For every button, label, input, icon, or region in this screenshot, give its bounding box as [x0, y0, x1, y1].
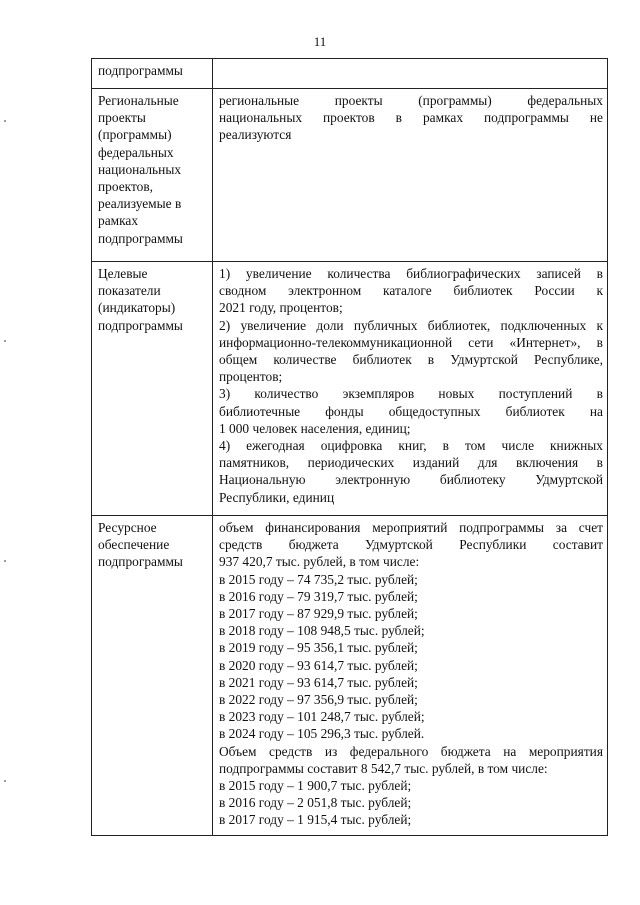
value-line: в 2015 году – 74 735,2 тыс. рублей;: [219, 571, 418, 587]
table-row: [92, 89, 608, 262]
value-line: 1) увеличение количества библиографических записей в: [219, 266, 603, 281]
value-line: памятников, периодических изданий для включения в: [219, 455, 603, 471]
value-line: реализуются: [219, 127, 292, 143]
value-line: 1 000 человек населения, единиц;: [219, 420, 411, 436]
row-label: Целевые показатели (индикаторы) подпрограммы: [92, 262, 213, 516]
value-line: 3) количество экземпляров новых поступлений в: [219, 386, 603, 402]
table-row: [92, 262, 608, 516]
value-line: национальных проектов в рамках подпрограммы не: [219, 110, 603, 126]
value-line: в 2017 году – 87 929,9 тыс. рублей;: [219, 606, 418, 622]
value-line: в 2016 году – 79 319,7 тыс. рублей;: [219, 588, 418, 604]
scan-edge-mark: [4, 340, 6, 342]
value-line: подпрограммы составит 8 542,7 тыс. рублей, в том числе:: [219, 760, 548, 776]
value-line: в 2018 году – 108 948,5 тыс. рублей;: [219, 623, 425, 639]
row-label: Региональные проекты (программы) федеральных национальных проектов, реализуемые в рамках подпрограммы: [92, 89, 213, 262]
value-line: Национальную электронную библиотеку Удмуртской: [219, 472, 603, 488]
value-line: в 2021 году – 93 614,7 тыс. рублей;: [219, 674, 418, 690]
value-line: Объем средств из федерального бюджета на мероприятия: [219, 743, 603, 759]
value-line: в 2017 году – 1 915,4 тыс. рублей;: [219, 812, 412, 828]
value-line: 937 420,7 тыс. рублей, в том числе:: [219, 554, 420, 570]
row-value: [213, 516, 608, 836]
value-line: информационно-телекоммуникационной сети «Интернет», в: [219, 334, 603, 350]
value-line: региональные проекты (программы) федеральных: [219, 93, 603, 108]
value-line: 2021 году, процентов;: [219, 300, 343, 316]
value-line: в 2015 году – 1 900,7 тыс. рублей;: [219, 778, 412, 794]
value-line: общем количестве библиотек в Удмуртской Республике,: [219, 352, 603, 368]
row-label: Ресурсное обеспечение подпрограммы: [92, 516, 213, 836]
value-line: в 2020 году – 93 614,7 тыс. рублей;: [219, 657, 418, 673]
scan-edge-mark: [4, 120, 6, 122]
table-row: [92, 516, 608, 836]
row-value: [213, 262, 608, 516]
value-line: 2) увеличение доли публичных библиотек, подключенных к: [219, 317, 603, 333]
value-line: в 2019 году – 95 356,1 тыс. рублей;: [219, 640, 418, 656]
value-line: в 2022 году – 97 356,9 тыс. рублей;: [219, 692, 418, 708]
value-line: объем финансирования мероприятий подпрограммы за счет: [219, 520, 603, 535]
value-line: в 2023 году – 101 248,7 тыс. рублей;: [219, 709, 425, 725]
value-line: 4) ежегодная оцифровка книг, в том числе книжных: [219, 438, 603, 454]
scan-edge-mark: [4, 780, 6, 782]
row-label: подпрограммы: [92, 59, 213, 89]
value-line: процентов;: [219, 369, 283, 385]
subprogram-passport-table: [91, 58, 608, 836]
value-line: средств бюджета Удмуртской Республики составит: [219, 537, 603, 553]
table-row: [92, 59, 608, 89]
row-value: [213, 59, 608, 89]
value-line: в 2024 году – 105 296,3 тыс. рублей.: [219, 726, 425, 742]
scan-edge-mark: [4, 560, 6, 562]
value-line: библиотечные фонды общедоступных библиотек на: [219, 403, 603, 419]
value-line: сводном электронном каталоге библиотек России к: [219, 283, 603, 299]
value-line: в 2016 году – 2 051,8 тыс. рублей;: [219, 795, 412, 811]
value-line: Республики, единиц: [219, 489, 335, 505]
row-value: [213, 89, 608, 262]
page-number: 11: [313, 34, 327, 49]
